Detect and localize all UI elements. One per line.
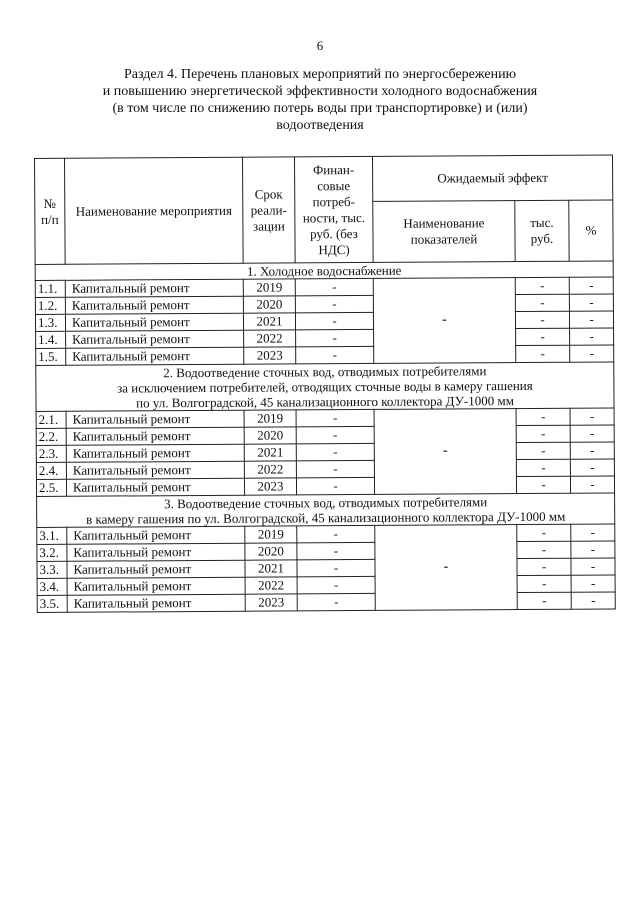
row-rub: - [516, 425, 570, 442]
row-name: Капитальный ремонт [65, 296, 243, 314]
row-year: 2022 [244, 461, 296, 478]
row-rub: - [516, 328, 570, 345]
header-num: № п/п [35, 158, 66, 264]
row-pct: - [571, 524, 615, 541]
row-pct: - [570, 425, 614, 442]
row-cost: - [297, 576, 375, 593]
section-2-title [36, 362, 614, 412]
row-num: 3.5. [37, 595, 67, 612]
row-name: Капитальный ремонт [66, 410, 244, 428]
row-num: 3.1. [37, 527, 67, 544]
row-name: Капитальный ремонт [66, 444, 244, 462]
header-name: Наименование мероприятия [65, 157, 244, 264]
header-term: Срок реали-зации [242, 157, 295, 263]
section-2-title-line: 2. Водоотведение сточных вод, отводимых потребителями [163, 363, 487, 381]
section-1-title: 1. Холодное водоснабжение [35, 261, 613, 281]
row-year: 2022 [245, 577, 297, 594]
row-cost: - [295, 295, 373, 312]
row-year: 2023 [244, 478, 296, 495]
row-rub: - [515, 311, 569, 328]
title-line: водоотведения [276, 118, 364, 133]
section-3-title-line: в камеру гашения по ул. Волгоградской, 45 канализационного коллектора ДУ-1000 мм [86, 508, 566, 527]
row-year: 2021 [245, 560, 297, 577]
row-num: 3.4. [37, 578, 67, 595]
row-pct: - [571, 558, 615, 575]
row-pct: - [569, 294, 613, 311]
row-cost: - [297, 593, 375, 610]
row-rub: - [516, 345, 570, 362]
row-rub: - [516, 442, 570, 459]
row-year: 2021 [243, 313, 295, 330]
row-name: Капитальный ремонт [66, 330, 244, 348]
header-effect: Ожидаемый эффект [372, 155, 612, 201]
row-num: 2.5. [36, 479, 66, 496]
row-num: 2.3. [36, 445, 66, 462]
row-name: Капитальный ремонт [67, 526, 245, 544]
row-rub: - [516, 459, 570, 476]
row-name: Капитальный ремонт [67, 543, 245, 561]
row-num: 3.3. [37, 561, 67, 578]
row-pct: - [571, 575, 615, 592]
row-pct: - [571, 541, 615, 558]
section-2-title-line: за исключением потребителей, отводящих сточные воды в камеру гашения [117, 377, 533, 396]
row-name: Капитальный ремонт [67, 577, 245, 595]
row-cost: - [296, 329, 374, 346]
row-num: 2.1. [36, 411, 66, 428]
row-rub: - [516, 476, 570, 493]
row-cost: - [295, 312, 373, 329]
section-3-title-line: 3. Водоотведение сточных вод, отводимых потребителями [164, 494, 488, 512]
section-3-indicator: - [375, 525, 518, 611]
row-cost: - [296, 346, 374, 363]
row-pct: - [570, 442, 614, 459]
row-cost: - [297, 559, 375, 576]
table-row [37, 592, 615, 613]
row-rub: - [517, 558, 571, 575]
row-rub: - [515, 277, 569, 294]
row-pct: - [569, 311, 613, 328]
measures-table-container [34, 154, 615, 613]
row-name: Капитальный ремонт [66, 478, 244, 496]
row-name: Капитальный ремонт [65, 313, 243, 331]
row-pct: - [570, 345, 614, 362]
row-year: 2022 [244, 330, 296, 347]
row-cost: - [295, 278, 373, 295]
row-year: 2020 [244, 427, 296, 444]
row-num: 1.1. [35, 280, 65, 297]
row-pct: - [569, 277, 613, 294]
row-num: 1.4. [36, 331, 66, 348]
row-rub: - [516, 408, 570, 425]
row-name: Капитальный ремонт [67, 560, 245, 578]
header-percent: % [569, 200, 613, 261]
title-line: и повышению энергетической эффективности холодного водоснабжения [102, 84, 538, 99]
row-rub: - [517, 541, 571, 558]
row-name: Капитальный ремонт [65, 279, 243, 297]
row-pct: - [571, 592, 615, 609]
row-name: Капитальный ремонт [67, 594, 245, 612]
row-rub: - [517, 524, 571, 541]
row-year: 2023 [245, 594, 297, 611]
row-num: 1.5. [36, 348, 66, 365]
row-cost: - [296, 443, 374, 460]
page-number: 6 [316, 38, 324, 53]
row-year: 2023 [244, 347, 296, 364]
section-2-title-line: по ул. Волгоградской, 45 канализационного коллектора ДУ-1000 мм [136, 393, 514, 411]
header-thousand-rub: тыс. руб. [515, 200, 569, 261]
row-name: Капитальный ремонт [66, 347, 244, 365]
row-rub: - [515, 294, 569, 311]
title-line: (в том числе по снижению потерь воды при транспортировке) и (или) [112, 101, 528, 116]
row-pct: - [570, 476, 614, 493]
row-cost: - [296, 426, 374, 443]
row-num: 1.3. [35, 314, 65, 331]
row-cost: - [297, 542, 375, 559]
title-line: Раздел 4. Перечень плановых мероприятий по энергосбережению [123, 67, 517, 82]
row-num: 2.4. [36, 462, 66, 479]
row-pct: - [570, 328, 614, 345]
row-cost: - [296, 409, 374, 426]
section-2-indicator: - [374, 409, 517, 495]
row-cost: - [296, 460, 374, 477]
row-rub: - [517, 592, 571, 609]
row-rub: - [517, 575, 571, 592]
row-year: 2019 [243, 279, 295, 296]
row-name: Капитальный ремонт [66, 427, 244, 445]
header-finance: Финан-совые потреб-ности, тыс. руб. (без НДС) [294, 156, 373, 262]
row-cost: - [296, 477, 374, 494]
row-name: Капитальный ремонт [66, 461, 244, 479]
measures-table [34, 154, 616, 613]
row-cost: - [297, 525, 375, 542]
section-3-title [37, 493, 615, 528]
row-year: 2019 [245, 526, 297, 543]
row-year: 2020 [243, 296, 295, 313]
row-num: 2.2. [36, 428, 66, 445]
row-year: 2020 [245, 543, 297, 560]
row-num: 1.2. [35, 297, 65, 314]
row-year: 2021 [244, 444, 296, 461]
section-1-indicator: - [373, 278, 516, 364]
row-num: 3.2. [37, 544, 67, 561]
row-pct: - [570, 459, 614, 476]
section-title [60, 66, 580, 134]
row-pct: - [570, 408, 614, 425]
row-year: 2019 [244, 410, 296, 427]
header-indicator: Наименование показателей [373, 201, 515, 263]
